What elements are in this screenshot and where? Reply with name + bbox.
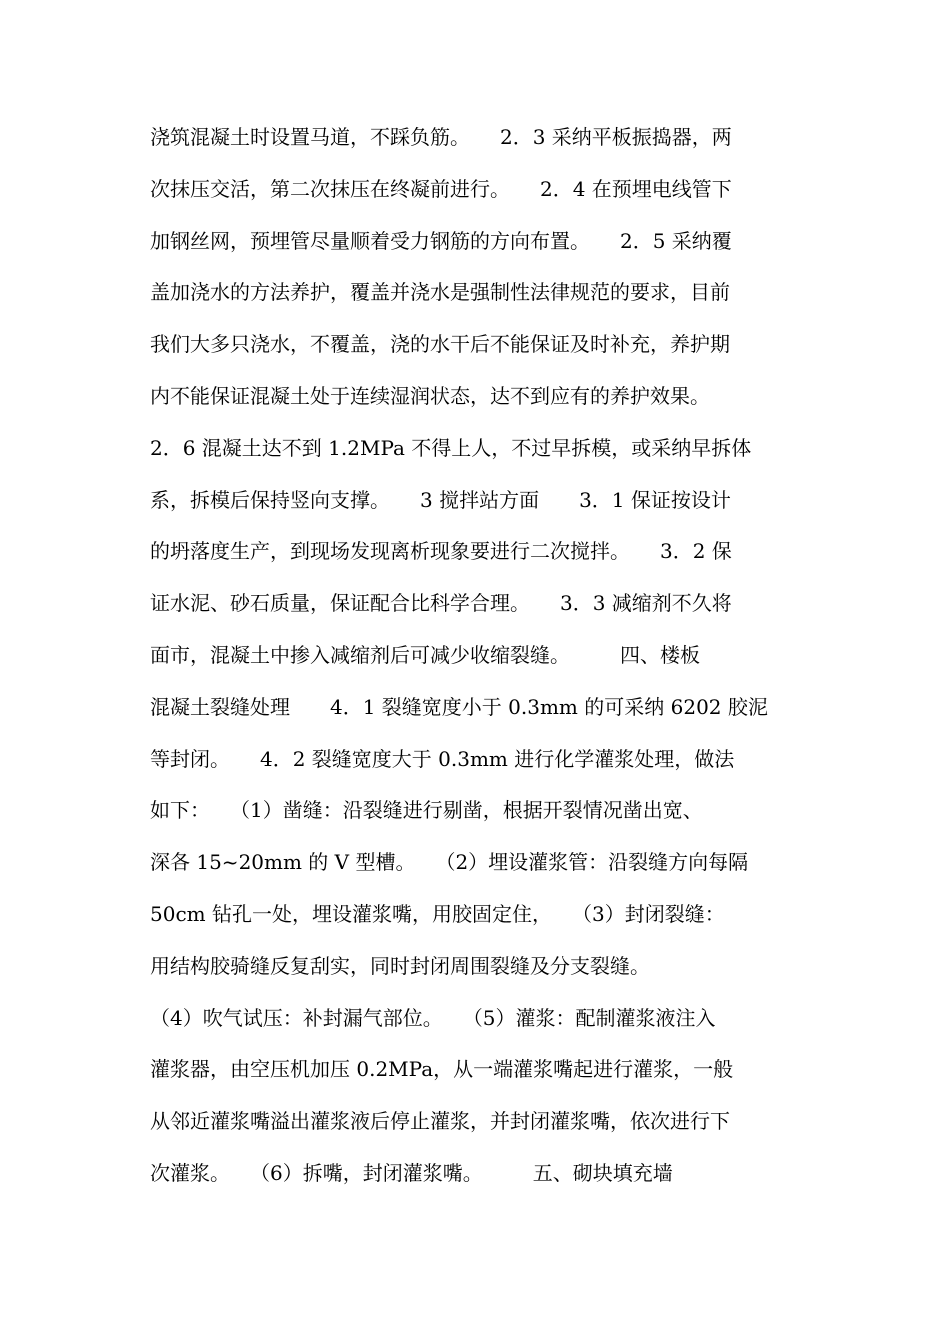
text-line: 用结构胶骑缝反复刮实，同时封闭周围裂缝及分支裂缝。	[150, 953, 650, 978]
text-line: 的坍落度生产，到现场发现离析现象要进行二次搅拌。 3．2 保	[150, 539, 732, 564]
text-line: 次抹压交活，第二次抹压在终凝前进行。 2．4 在预埋电线管下	[150, 176, 732, 201]
text-line: 深各 15~20mm 的 V 型槽。 （2）埋设灌浆管：沿裂缝方向每隔	[150, 850, 749, 875]
text-line: 证水泥、砂石质量，保证配合比科学合理。 3．3 减缩剂不久将	[150, 591, 732, 616]
text-line: 浇筑混凝土时设置马道，不踩负筋。 2．3 采纳平板振捣器，两	[150, 125, 732, 149]
text-line: 加钢丝网，预埋管尽量顺着受力钢筋的方向布置。 2．5 采纳覆	[150, 228, 732, 253]
text-line: 系，拆模后保持竖向支撑。 3 搅拌站方面 3．1 保证按设计	[150, 487, 731, 512]
text-line: 如下： （1）凿缝：沿裂缝进行剔凿，根据开裂情况凿出宽、	[150, 798, 703, 823]
text-line: 50cm 钻孔一处，埋设灌浆嘴，用胶固定住， （3）封闭裂缝：	[150, 901, 725, 926]
text-line: 面市，混凝土中掺入减缩剂后可减少收缩裂缝。 四、楼板	[150, 642, 700, 667]
text-line: 混凝土裂缝处理 4．1 裂缝宽度小于 0.3mm 的可采纳 6202 胶泥	[150, 694, 768, 719]
text-line: 2．6 混凝土达不到 1.2MPa 不得上人，不过早拆模，或采纳早拆体	[150, 435, 752, 460]
text-line: 等封闭。 4．2 裂缝宽度大于 0.3mm 进行化学灌浆处理，做法	[150, 746, 735, 771]
text-line: 内不能保证混凝土处于连续湿润状态，达不到应有的养护效果。	[150, 383, 710, 408]
body-text	[150, 112, 810, 1200]
text-line: 从邻近灌浆嘴溢出灌浆液后停止灌浆，并封闭灌浆嘴，依次进行下	[150, 1109, 730, 1134]
text-line: 我们大多只浇水，不覆盖，浇的水干后不能保证及时补充，养护期	[150, 332, 730, 357]
text-line: （4）吹气试压：补封漏气部位。 （5）灌浆：配制灌浆液注入	[150, 1005, 716, 1030]
text-line: 灌浆器，由空压机加压 0.2MPa，从一端灌浆嘴起进行灌浆，一般	[150, 1057, 734, 1082]
text-line: 盖加浇水的方法养护，覆盖并浇水是强制性法律规范的要求，目前	[150, 280, 730, 305]
text-line: 次灌浆。 （6）拆嘴，封闭灌浆嘴。 五、砌块填充墙	[150, 1160, 673, 1185]
